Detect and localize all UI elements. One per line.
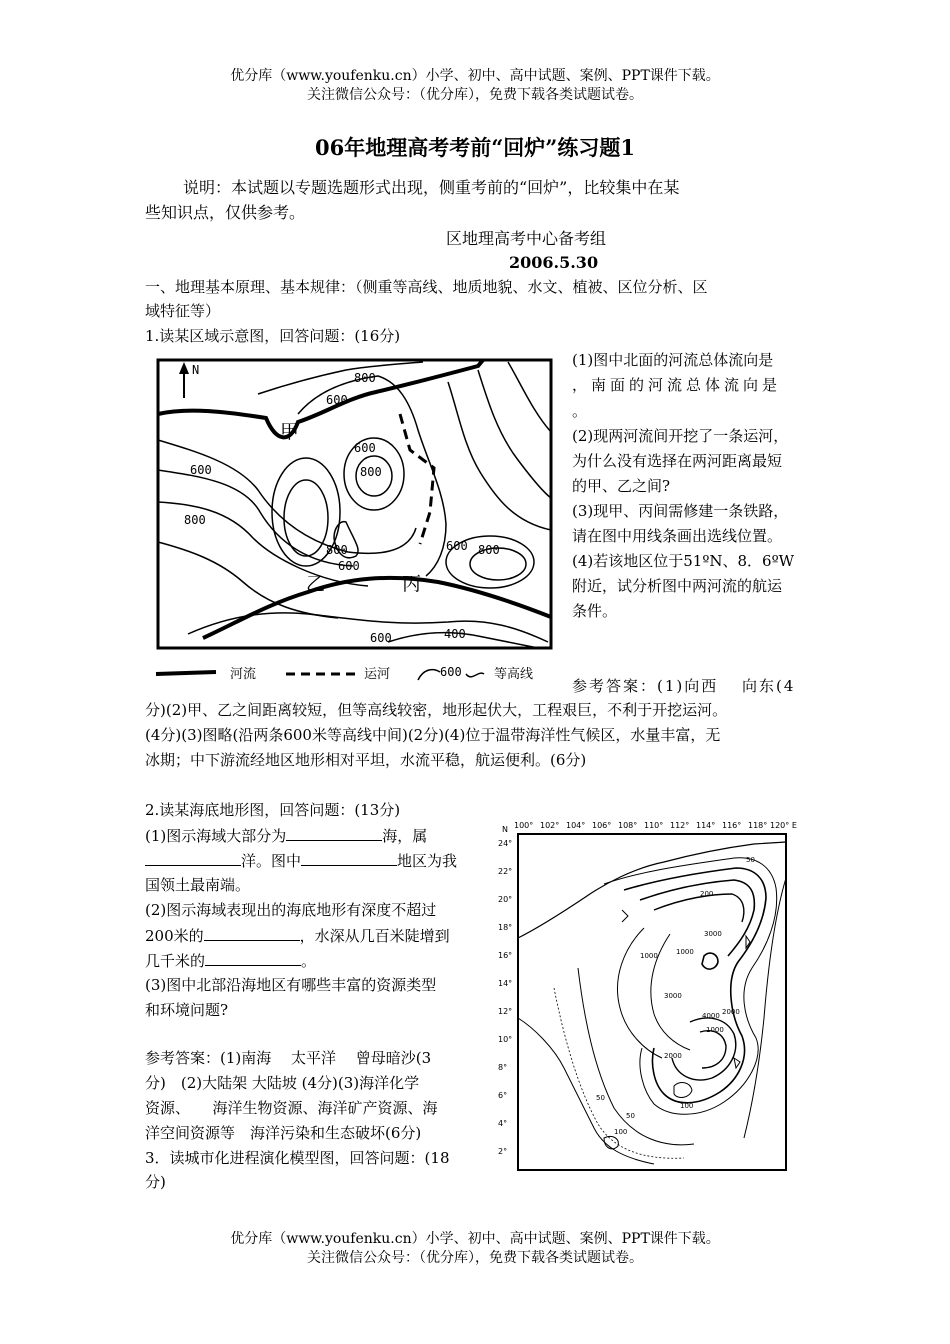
answer-blank[interactable]	[204, 925, 300, 941]
contour-line	[284, 480, 328, 556]
legend-contour-line	[466, 673, 484, 677]
lon-tick: 118°	[748, 821, 768, 830]
contour-label: 800	[326, 543, 348, 557]
isobath	[617, 928, 662, 1058]
page-header-line-2: 关注微信公众号：（优分库），免费下载各类试题试卷。	[307, 87, 643, 103]
q2-line	[145, 950, 316, 971]
q2-line-text: 200米的	[145, 927, 204, 945]
q1-answer-line: 参考答案：(1)向西 向东(4	[572, 677, 796, 695]
org-name: 区地理高考中心备考组	[446, 229, 607, 248]
q2-seafloor-map	[494, 818, 800, 1174]
isobath	[700, 1031, 726, 1068]
place-jia: 甲	[280, 421, 300, 443]
map-frame	[158, 360, 551, 648]
q2-line: 和环境问题?	[145, 1001, 229, 1019]
contour-label: 600	[190, 463, 212, 477]
q2-answer-line: 参考答案：(1)南海 太平洋 曾母暗沙(3	[145, 1049, 432, 1067]
lon-tick: 106°	[592, 821, 612, 830]
north-label: N	[502, 825, 508, 834]
q2-answer-line: 分) (2)大陆架 大陆坡 (4分)(3)海洋化学	[145, 1074, 420, 1092]
lon-tick: 104°	[566, 821, 586, 830]
contour-label: 800	[360, 465, 382, 479]
q2-line-text: 。	[301, 952, 317, 970]
q2-line: (2)图示海域表现出的海底地形有深度不超过	[145, 901, 437, 919]
north-arrow-head	[179, 362, 189, 374]
q2-line	[145, 825, 427, 846]
q1-side-line: (2)现两河流间开挖了一条运河，	[572, 427, 789, 445]
legend-contour-label: 等高线	[494, 667, 534, 682]
island	[674, 1083, 692, 1098]
lat-tick: 4°	[498, 1119, 508, 1128]
legend-river-line	[156, 672, 216, 674]
answer-blank[interactable]	[205, 950, 301, 966]
contour-line	[448, 382, 551, 530]
lat-tick: 10°	[498, 1035, 513, 1044]
depth-label: 100	[680, 1102, 694, 1110]
contour-label: 600	[354, 441, 376, 455]
contour-label: 800	[478, 543, 500, 557]
lat-tick: 2°	[498, 1147, 508, 1156]
north-label: N	[192, 363, 200, 377]
q2-answer-line: 洋空间资源等 海洋污染和生态破坏(6分)	[145, 1124, 422, 1142]
q2-line: 国领土最南端。	[145, 876, 251, 894]
lon-tick: 108°	[618, 821, 638, 830]
q2-stem: 2.读某海底地形图，回答问题：(13分)	[145, 801, 401, 819]
q1-side-line: (3)现甲、丙间需修建一条铁路，	[572, 502, 789, 520]
q1-side-line: 附近，试分析图中两河流的航运	[572, 577, 783, 595]
legend-contour-value: 600	[440, 665, 462, 679]
q2-line	[145, 925, 450, 946]
page-footer-line-1: 优分库（www.youfenku.cn）小学、初中、高中试题、案例、PPT课件下载。	[230, 1231, 720, 1247]
section-1-heading: 一、地理基本原理、基本规律：（侧重等高线、地质地貌、水文、植被、区位分析、区	[145, 278, 708, 296]
lon-tick: 102°	[540, 821, 560, 830]
q1-side-line: 的甲、乙之间?	[572, 477, 671, 495]
legend-canal-label: 运河	[364, 667, 391, 682]
place-bing: 丙	[402, 573, 422, 595]
contour-line	[508, 362, 551, 432]
isobath	[654, 894, 744, 922]
island	[622, 910, 628, 922]
lon-tick: 116°	[722, 821, 742, 830]
q1-side-line: (1)图中北面的河流总体流向是	[572, 351, 774, 369]
depth-label: 1000	[676, 948, 694, 956]
isobath	[640, 880, 754, 956]
answer-blank[interactable]	[301, 850, 397, 866]
lon-tick: 120° E	[770, 821, 797, 830]
lat-tick: 22°	[498, 867, 513, 876]
place-yi: 乙	[306, 573, 326, 595]
depth-label: 2000	[664, 1052, 682, 1060]
lat-tick: 20°	[498, 895, 513, 904]
intro-line-2: 些知识点，仅供参考。	[145, 203, 306, 222]
depth-label: 50	[746, 856, 755, 864]
q1-side-line: 为什么没有选择在两河距离最短	[572, 452, 783, 470]
answer-blank[interactable]	[286, 825, 382, 841]
depth-label: 2000	[722, 1008, 740, 1016]
doc-date: 2006.5.30	[509, 253, 599, 272]
q2-line-text: 几千米的	[145, 952, 206, 970]
contour-label: 600	[326, 393, 348, 407]
q2-line: (3)图中北部沿海地区有哪些丰富的资源类型	[145, 976, 437, 994]
q1-side-line: (4)若该地区位于51ºN、8．6ºW	[572, 552, 795, 570]
q1-side-line: 条件。	[572, 602, 618, 620]
contour-label: 800	[184, 513, 206, 527]
depth-label: 1000	[640, 952, 658, 960]
q1-answer-line: (4分)(3)图略(沿两条600米等高线中间)(2分)(4)位于温带海洋性气候区，水量丰富，无	[145, 726, 721, 744]
lon-tick: 110°	[644, 821, 664, 830]
legend-river-label: 河流	[230, 667, 257, 682]
q1-side-line: ，南面的河流总体流向是	[572, 376, 782, 394]
legend-contour-line	[418, 670, 440, 680]
q1-side-line: 请在图中用线条画出选线位置。	[572, 527, 783, 545]
island	[734, 1058, 740, 1068]
island	[702, 953, 718, 969]
lat-tick: 14°	[498, 979, 513, 988]
canal	[400, 414, 434, 544]
page-footer-line-2: 关注微信公众号：（优分库），免费下载各类试题试卷。	[307, 1250, 643, 1266]
intro-line-1: 说明：本试题以专题选题形式出现，侧重考前的“回炉”，比较集中在某	[183, 178, 680, 197]
depth-label: 50	[626, 1112, 635, 1120]
q1-answer-line: 分)(2)甲、乙之间距离较短，但等高线较密，地形起伏大，工程艰巨，不利于开挖运河。	[145, 701, 728, 719]
depth-label: 3000	[664, 992, 682, 1000]
section-1-heading-cont: 域特征等）	[145, 302, 221, 320]
page-header-line-1: 优分库（www.youfenku.cn）小学、初中、高中试题、案例、PPT课件下载。	[230, 68, 720, 84]
q1-stem: 1.读某区域示意图，回答问题：(16分)	[145, 327, 401, 345]
q2-line-text: 地区为我	[397, 852, 458, 870]
lat-tick: 16°	[498, 951, 513, 960]
lat-tick: 12°	[498, 1007, 513, 1016]
q2-answer-line: 资源、 海洋生物资源、海洋矿产资源、海	[145, 1099, 438, 1117]
contour-label: 800	[354, 371, 376, 385]
q1-side-line: 。	[572, 402, 588, 420]
contour-label: 600	[370, 631, 392, 645]
q2-line-text: ，水深从几百米陡增到	[299, 927, 450, 945]
depth-label: 100	[614, 1128, 628, 1136]
map-legend	[156, 665, 533, 682]
lat-tick: 8°	[498, 1063, 508, 1072]
q3-stem-cont: 分)	[145, 1173, 166, 1191]
north-river	[158, 360, 483, 437]
q2-line	[145, 850, 457, 871]
island	[604, 1136, 618, 1148]
depth-label: 4000	[702, 1012, 720, 1020]
lon-tick: 100°	[514, 821, 534, 830]
depth-label: 3000	[704, 930, 722, 938]
lat-tick: 6°	[498, 1091, 508, 1100]
depth-label: 200	[700, 890, 714, 898]
q1-answer-line: 冰期；中下游流经地区地形相对平坦，水流平稳，航运便利。(6分)	[145, 751, 587, 769]
contour-line	[478, 370, 551, 498]
isobath	[604, 858, 777, 1115]
contour-label: 400	[444, 627, 466, 641]
q1-region-map	[148, 352, 560, 684]
q3-stem: 3．读城市化进程演化模型图，回答问题：(18	[145, 1149, 450, 1167]
coastline	[518, 1018, 654, 1164]
coastline	[744, 878, 786, 1138]
q2-line-text: 海，属	[382, 827, 428, 845]
lon-tick: 112°	[670, 821, 690, 830]
lat-tick: 24°	[498, 839, 513, 848]
depth-label: 1000	[706, 1026, 724, 1034]
contour-label: 600	[446, 539, 468, 553]
q2-line-text: (1)图示海域大部分为	[145, 827, 287, 845]
contour-label: 600	[338, 559, 360, 573]
depth-label: 50	[596, 1094, 605, 1102]
q2-line-text: 洋。图中	[241, 852, 302, 870]
lon-tick: 114°	[696, 821, 716, 830]
answer-blank[interactable]	[145, 850, 241, 866]
document-title: 06年地理高考考前“回炉”练习题1	[315, 135, 635, 160]
contour-line	[188, 613, 548, 642]
lat-tick: 18°	[498, 923, 513, 932]
